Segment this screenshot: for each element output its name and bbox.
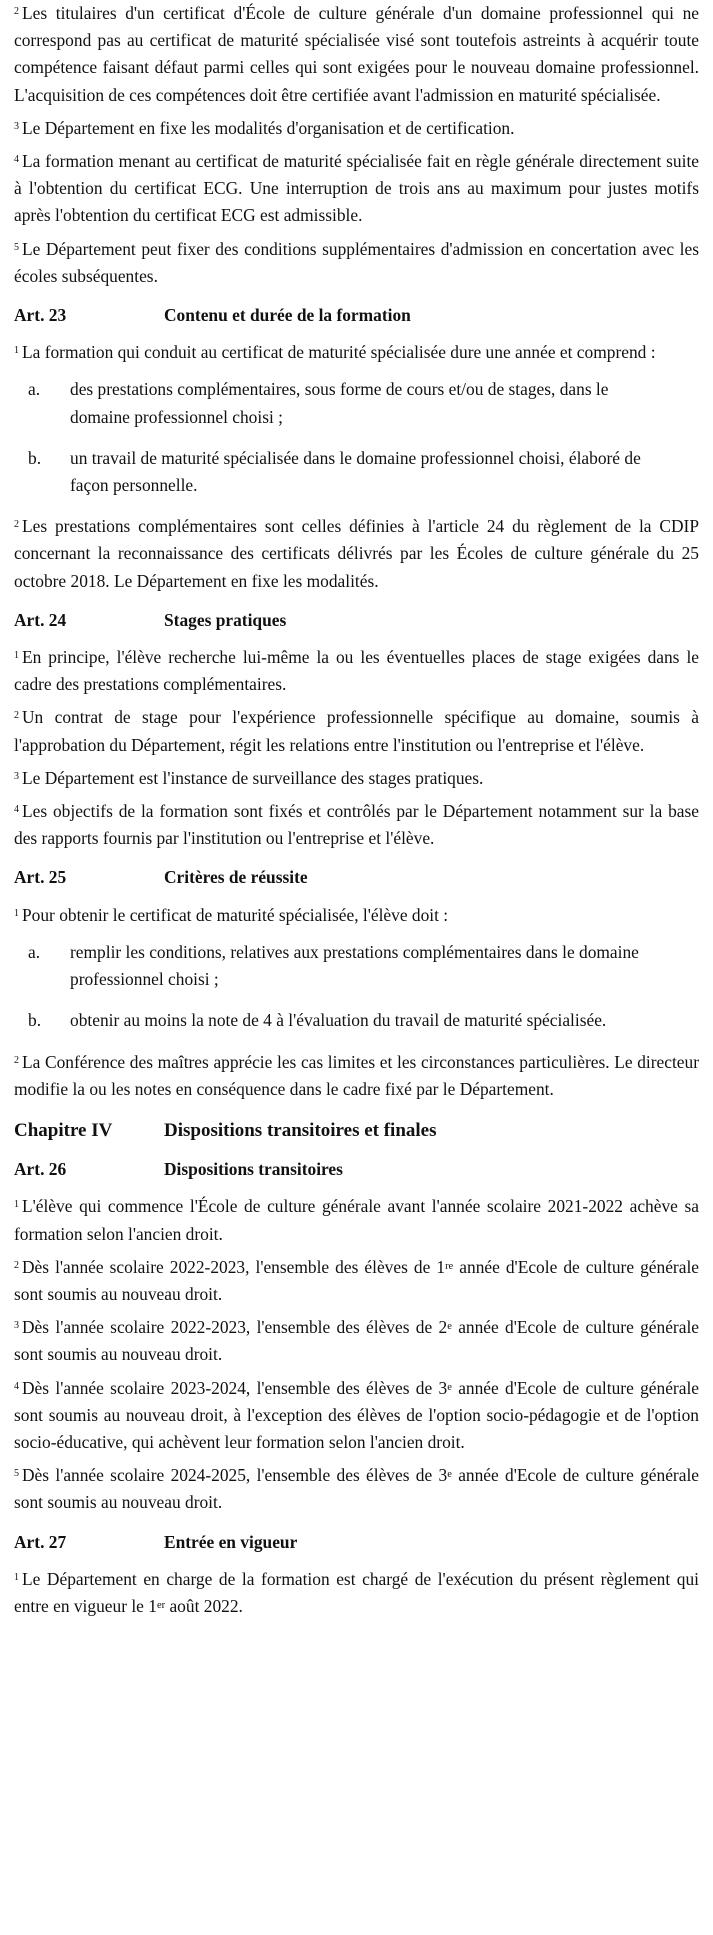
paragraph-art23-1 xyxy=(14,339,699,366)
paragraph-number: 2 xyxy=(14,6,19,17)
paragraph-text: Un contrat de stage pour l'expérience professionnelle spécifique au domaine, soumis à l'approbation du Département, régit les relations entre l'institution ou l'entreprise et l'élève. xyxy=(14,707,699,755)
paragraph-number: 5 xyxy=(14,1468,19,1480)
ordinal-suffix: e xyxy=(447,1321,452,1333)
paragraph-art24-2 xyxy=(14,704,699,758)
paragraph-text: La formation qui conduit au certificat de maturité spécialisée dure une année et comprend : xyxy=(22,342,656,363)
paragraph-text: Le Département peut fixer des conditions supplémentaires d'admission en concertation avec les écoles subséquentes. xyxy=(14,238,699,286)
paragraph-art25-1 xyxy=(14,902,699,929)
article-number: Art. 26 xyxy=(14,1159,67,1180)
paragraph-art25-2 xyxy=(14,1049,699,1103)
paragraph-art24-3 xyxy=(14,765,699,792)
paragraph-number: 5 xyxy=(14,241,19,253)
paragraph-text: La formation menant au certificat de maturité spécialisée fait en règle générale directement suite à l'obtention du certificat ECG. Une interruption de trois ans au maximum pour justes motifs après l'obtention du certificat ECG est admissible. xyxy=(14,151,699,226)
paragraph-art26-4 xyxy=(14,1375,699,1457)
list-item-art25-b xyxy=(14,1007,699,1034)
paragraph-art26-5 xyxy=(14,1462,699,1516)
paragraph-art26-3 xyxy=(14,1314,699,1368)
paragraph-text-after: année d'Ecole de culture générale sont soumis au nouveau droit, à l'exception des élèves de l'option socio-pédagogie et de l'option socio-éducative, qui achèvent leur formation selon l'ancien droit. xyxy=(14,1377,699,1452)
article-number: Art. 27 xyxy=(14,1531,67,1552)
list-text: remplir les conditions, relatives aux prestations complémentaires dans le domaine professionnel choisi ; xyxy=(70,941,639,990)
paragraph-number: 1 xyxy=(14,907,19,919)
paragraph-number: 1 xyxy=(14,1571,19,1583)
paragraph-text-after: année d'Ecole de culture générale sont soumis au nouveau droit. xyxy=(14,1256,699,1304)
ordinal-suffix: e xyxy=(447,1469,452,1481)
paragraph-number: 4 xyxy=(14,804,19,816)
paragraph-text: Les titulaires d'un certificat d'École de culture générale d'un domaine professionnel qui ne correspond pas au certificat de maturité spécialisée visé sont toutefois astreints à acquérir toute compétence faisant défaut parmi celles qui sont exigées pour le nouveau domaine professionnel. L'acquisition de ces compétences doit être certifiée avant l'admission en maturité spécialisée. xyxy=(14,3,699,105)
paragraph-p_c xyxy=(14,148,699,230)
paragraph-art27-1 xyxy=(14,1566,699,1620)
paragraph-text-after: année d'Ecole de culture générale sont soumis au nouveau droit. xyxy=(14,1317,699,1365)
paragraph-text-before: Le Département en charge de la formation est chargé de l'exécution du présent règlement qui entre en vigueur le 1 xyxy=(14,1568,699,1616)
paragraph-art24-4 xyxy=(14,798,699,852)
paragraph-text: Le Département est l'instance de surveillance des stages pratiques. xyxy=(22,767,484,788)
paragraph-art24-1 xyxy=(14,644,699,698)
paragraph-p_a xyxy=(14,0,699,109)
paragraph-number: 4 xyxy=(14,1380,19,1392)
paragraph-art26-1 xyxy=(14,1193,699,1247)
paragraph-text: L'élève qui commence l'École de culture générale avant l'année scolaire 2021-2022 achève sa formation selon l'ancien droit. xyxy=(14,1196,699,1244)
paragraph-text: En principe, l'élève recherche lui-même la ou les éventuelles places de stage exigées dans le cadre des prestations complémentaires. xyxy=(14,647,699,695)
paragraph-text-before: Dès l'année scolaire 2022-2023, l'ensemble des élèves de 1 xyxy=(22,1256,446,1277)
chapter-title: Dispositions transitoires et finales xyxy=(164,1119,437,1141)
article-heading-24 xyxy=(14,607,699,634)
paragraph-text-before: Dès l'année scolaire 2023-2024, l'ensemble des élèves de 3 xyxy=(22,1377,448,1398)
paragraph-number: 1 xyxy=(14,345,19,357)
paragraph-number: 3 xyxy=(14,120,19,132)
article-title: Dispositions transitoires xyxy=(164,1159,343,1180)
list-text: obtenir au moins la note de 4 à l'évaluation du travail de maturité spécialisée. xyxy=(70,1010,607,1031)
article-heading-27 xyxy=(14,1529,699,1556)
list-item-art25-a xyxy=(14,939,699,993)
paragraph-text: La Conférence des maîtres apprécie les cas limites et les circonstances particulières. Le directeur modifie la ou les notes en conséquence dans le cadre fixé par le Département. xyxy=(14,1051,699,1099)
paragraph-text: Les prestations complémentaires sont celles définies à l'article 24 du règlement de la CDIP concernant la reconnaissance des certificats délivrés par les Écoles de culture générale du 25 octobre 2018. Le Département en fixe les modalités. xyxy=(14,516,699,591)
article-title: Entrée en vigueur xyxy=(164,1531,298,1552)
article-heading-25 xyxy=(14,864,699,891)
paragraph-text-after: année d'Ecole de culture générale sont soumis au nouveau droit. xyxy=(14,1465,699,1513)
paragraph-number: 1 xyxy=(14,650,19,662)
document-page xyxy=(14,0,699,1626)
paragraph-text: Les objectifs de la formation sont fixés et contrôlés par le Département notamment sur la base des rapports fournis par l'institution ou l'entreprise et l'élève. xyxy=(14,801,699,849)
article-number: Art. 25 xyxy=(14,867,67,888)
article-title: Critères de réussite xyxy=(164,867,308,888)
paragraph-text-after: août 2022. xyxy=(165,1595,243,1616)
paragraph-art26-2 xyxy=(14,1254,699,1308)
list-text: des prestations complémentaires, sous forme de cours et/ou de stages, dans le domaine professionnel choisi ; xyxy=(70,379,609,427)
paragraph-number: 1 xyxy=(14,1199,19,1211)
chapter-heading xyxy=(14,1117,699,1144)
paragraph-number: 2 xyxy=(14,710,19,722)
article-heading-23 xyxy=(14,302,699,329)
article-number: Art. 24 xyxy=(14,609,67,630)
ordinal-suffix: re xyxy=(445,1260,454,1272)
ordinal-suffix: e xyxy=(447,1381,452,1393)
paragraph-number: 4 xyxy=(14,154,19,166)
paragraph-number: 3 xyxy=(14,1320,19,1332)
paragraph-text-before: Dès l'année scolaire 2024-2025, l'ensemble des élèves de 3 xyxy=(22,1465,448,1486)
article-heading-26 xyxy=(14,1156,699,1183)
article-title: Stages pratiques xyxy=(164,609,287,630)
paragraph-p_d xyxy=(14,236,699,290)
list-letter: a. xyxy=(28,941,41,962)
paragraph-p_b xyxy=(14,115,699,142)
paragraph-number: 2 xyxy=(14,1259,19,1271)
list-letter: a. xyxy=(28,379,41,400)
paragraph-text: Pour obtenir le certificat de maturité spécialisée, l'élève doit : xyxy=(22,904,449,925)
list-letter: b. xyxy=(28,447,42,468)
list-text: un travail de maturité spécialisée dans le domaine professionnel choisi, élaboré de façon personnelle. xyxy=(70,447,641,496)
list-item-art23-b xyxy=(14,445,699,499)
list-letter: b. xyxy=(28,1010,42,1031)
paragraph-number: 2 xyxy=(14,519,19,531)
list-item-art23-a xyxy=(14,376,699,430)
chapter-number: Chapitre IV xyxy=(14,1119,113,1141)
ordinal-suffix: er xyxy=(156,1599,166,1611)
paragraph-text-before: Dès l'année scolaire 2022-2023, l'ensemble des élèves de 2 xyxy=(22,1317,448,1338)
article-title: Contenu et durée de la formation xyxy=(164,305,411,326)
paragraph-text: Le Département en fixe les modalités d'organisation et de certification. xyxy=(22,117,515,138)
paragraph-number: 2 xyxy=(14,1054,19,1066)
paragraph-number: 3 xyxy=(14,770,19,782)
article-number: Art. 23 xyxy=(14,305,67,326)
paragraph-art23-2 xyxy=(14,513,699,595)
